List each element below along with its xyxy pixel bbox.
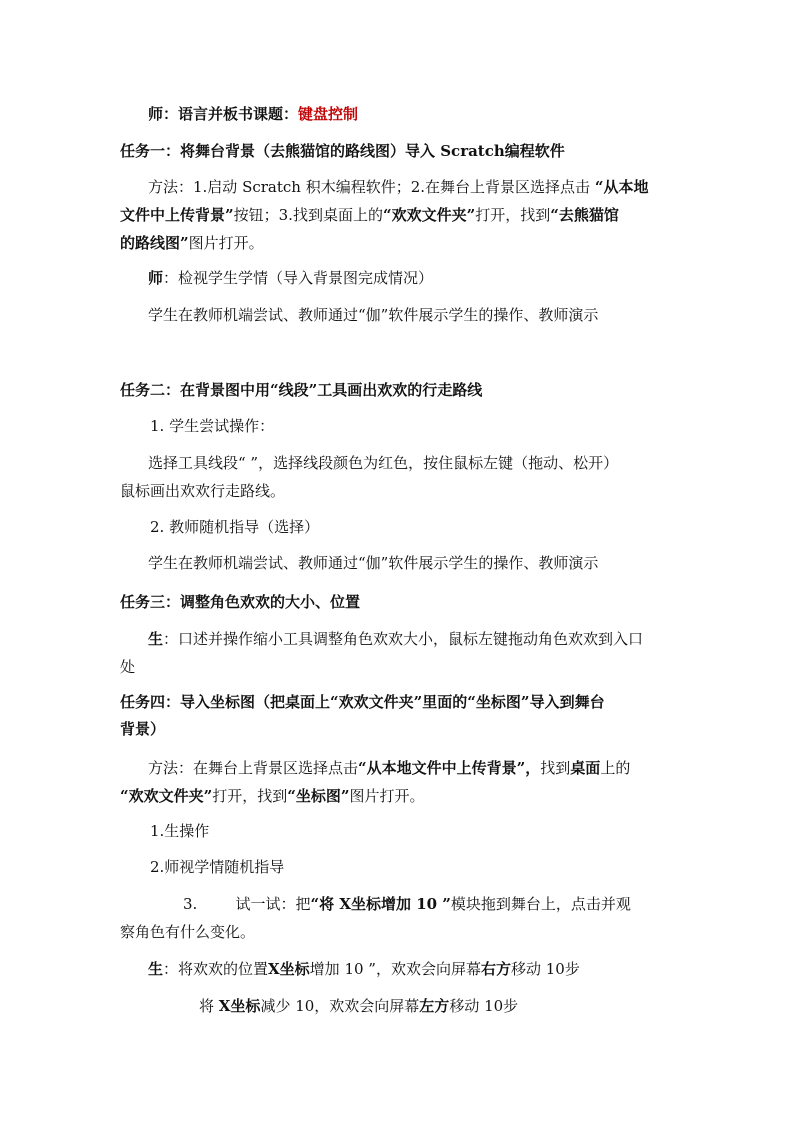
task-three-line2: 处 — [120, 658, 136, 676]
task-four-a: 任务四：导入坐标图（把桌面上 — [120, 693, 331, 711]
method-one-line1 — [148, 175, 648, 199]
student-result-bold2: 右方 — [480, 960, 511, 978]
method-two-bold1: “从本地文件中上传背景”， — [358, 759, 541, 777]
item-three-text2: 模块拖到舞台上，点击并观 — [450, 895, 631, 913]
method-two-line1 — [148, 756, 630, 780]
decrease-bold2: 左方 — [419, 997, 450, 1015]
task-four-heading-line1 — [120, 690, 605, 714]
task-three-text: ：口述并操作缩小工具调整角色欢欢大小，鼠标左键拖动角色欢欢到入口 — [163, 630, 644, 648]
student-label: 生 — [148, 630, 164, 648]
task-four-e: 导入到舞台 — [529, 693, 605, 711]
item-three-line2: 察角色有什么变化。 — [120, 923, 256, 941]
method-two-text2: 找到 — [540, 759, 571, 777]
select-line-text2: 鼠标画出欢欢行走路线。 — [120, 482, 286, 500]
lesson-title-line — [148, 102, 358, 126]
student-try-line1: 学生在教师机端尝试、教师通过“伽”软件展示学生的操作、教师演示 — [148, 306, 599, 324]
task-three-line1 — [148, 627, 643, 651]
lesson-title-prefix: ：语言并板书课题： — [163, 105, 299, 123]
student-result-text3: 移动 10步 — [510, 960, 580, 978]
step-one: 1. 学生尝试操作： — [150, 417, 275, 435]
method-two-bold2: 桌面 — [570, 759, 601, 777]
method-one-line2 — [120, 203, 619, 227]
method-one-bold4: “去熊猫馆 — [550, 206, 619, 224]
teacher-check-text: ：检视学生学情（导入背景图完成情况） — [163, 269, 434, 287]
student-try-line2: 学生在教师机端尝试、教师通过“伽”软件展示学生的操作、教师演示 — [148, 554, 599, 572]
task-three-heading: 任务三：调整角色欢欢的大小、位置 — [120, 593, 361, 611]
task-two-a: 任务二：在背景图中用 — [120, 381, 271, 399]
decrease-bold1: X坐标 — [218, 997, 261, 1015]
task-four-heading-line2: 背景） — [120, 720, 166, 738]
item-three-text1: 试一试：把 — [235, 895, 311, 913]
teacher-check-line — [148, 266, 433, 290]
item-two: 2.师视学情随机指导 — [150, 858, 285, 876]
task-two-heading — [120, 378, 482, 402]
method-one-bold2: 文件中上传背景” — [120, 206, 234, 224]
method-one-bold: “从本地 — [594, 178, 649, 196]
decrease-result-line — [199, 994, 518, 1018]
student-label-2: 生 — [148, 960, 164, 978]
student-result-bold1: X坐标 — [268, 960, 310, 978]
method-two-text5: 图片打开。 — [349, 787, 425, 805]
teacher-label: 师 — [148, 105, 164, 123]
task-four-c: 里面的 — [422, 693, 468, 711]
select-line-text1: 选择工具线段“ ”，选择线段颜色为红色，按住鼠标左键（拖动、松开） — [148, 454, 619, 472]
student-result-text1: ：将欢欢的位置 — [163, 960, 269, 978]
task-one-heading: 任务一：将舞台背景（去熊猫馆的路线图）导入 Scratch编程软件 — [120, 142, 565, 160]
method-one-line3 — [120, 231, 264, 255]
teacher-check-label: 师 — [148, 269, 164, 287]
method-two-line2 — [120, 784, 425, 808]
method-two-bold4: “坐标图” — [287, 787, 350, 805]
task-four-b: “欢欢文件夹” — [330, 693, 423, 711]
student-result-text2: 增加 10 ”，欢欢会向屏幕 — [309, 960, 481, 978]
task-four-d: “坐标图” — [467, 693, 530, 711]
method-two-text4: 打开，找到 — [212, 787, 288, 805]
step-two: 2. 教师随机指导（选择） — [150, 518, 320, 536]
method-one-text2: 按钮；3.找到桌面上的 — [233, 206, 383, 224]
task-two-b: “线段” — [270, 381, 318, 399]
decrease-text1: 将 — [199, 997, 215, 1015]
method-one-bold5: 的路线图” — [120, 234, 189, 252]
item-three-number: 3. — [183, 895, 198, 913]
method-two-text3: 上的 — [600, 759, 631, 777]
task-two-c: 工具画出欢欢的行走路线 — [317, 381, 483, 399]
decrease-text2: 减少 10，欢欢会向屏幕 — [260, 997, 420, 1015]
decrease-text3: 移动 10步 — [449, 997, 519, 1015]
item-three-bold: “将 X坐标增加 10 ” — [310, 895, 451, 913]
method-two-text1: 方法：在舞台上背景区选择点击 — [148, 759, 359, 777]
item-one: 1.生操作 — [150, 822, 210, 840]
method-one-text3: 打开，找到 — [475, 206, 551, 224]
method-two-bold3: “欢欢文件夹” — [120, 787, 213, 805]
method-one-text: 方法：1.启动 Scratch 积木编程软件；2.在舞台上背景区选择点击 — [148, 178, 591, 196]
student-result-line — [148, 957, 580, 981]
method-one-bold3: “欢欢文件夹” — [382, 206, 476, 224]
method-one-text4: 图片打开。 — [188, 234, 264, 252]
item-three-line1 — [183, 892, 631, 916]
lesson-title: 键盘控制 — [298, 105, 359, 123]
